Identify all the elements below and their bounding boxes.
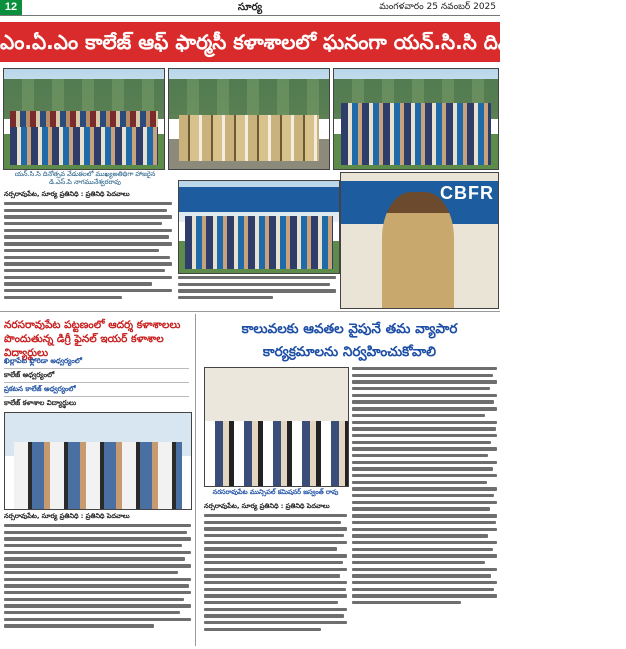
photo-award-presentation <box>4 412 192 510</box>
photo-officials-lineup <box>333 68 499 170</box>
column-divider <box>195 314 196 646</box>
second-article-body-right <box>352 367 497 646</box>
headline-banner: ఎం.ఏ.ఎం కాలేజ్ ఆఫ్ ఫార్మసీ కళాశాలలో ఘనంగా యన్.సి.సి దినోత్సవ వేడుకలు <box>0 22 500 62</box>
sub-article-item: ఖిల్లాపేట ఫ్లోరిడా అధ్వర్యంలో <box>4 357 82 365</box>
sub-article-item: కాలేజ్ అధ్వర్యంలో <box>4 371 55 379</box>
photo-students-group <box>3 68 165 170</box>
article-body-middle <box>178 276 336 310</box>
dateline: మంగళవారం 25 నవంబర్ 2025 <box>379 2 496 12</box>
sub-article-headline: నరసరావుపేట పట్టణంలో ఆదర్శ కళాశాలలు పొందుతున్న డిగ్రీ ఫైనల్ ఇయర్ కళాశాల విద్యార్థులు <box>4 319 181 359</box>
second-article-headline: కాలువలకు ఆవతల వైపునే తమ వ్యాపార కార్యక్రమాలను నిర్వహించుకోవాలి <box>241 321 458 360</box>
page-number: 12 <box>0 0 22 15</box>
sub-article-byline: నర్సరావుపేట, సూర్య ప్రతినిధి : ప్రతినిధి పెదవాలు <box>4 512 130 520</box>
photo-municipal-meeting <box>204 367 349 487</box>
photo-stage-event <box>178 180 340 274</box>
section-divider <box>0 311 500 312</box>
second-article-body-left <box>204 502 347 646</box>
page-top-bar <box>0 0 500 16</box>
photo-caption: యన్.సి.సి దినోత్సవ వేడుకలలో ముఖ్యఅతిథిగా హాజరైన డి.ఎస్.పి నాగమునేశ్వరరావు <box>14 170 156 186</box>
second-photo-caption: నరసరావుపేట మున్సిపల్ కమిషనర్ జస్వంత్ రావు <box>212 488 339 496</box>
sub-article-body <box>4 512 191 646</box>
sub-article-item: ప్రకటన కాలేజ్ అధ్వర్యంలో <box>4 385 76 393</box>
masthead: సూర్య <box>237 2 263 13</box>
sub-article-item: కాలేజ్ కళాశాల విద్యార్థులు <box>4 399 77 407</box>
article-byline: నర్సరావుపేట, సూర్య ప్రతినిధి : ప్రతినిధి పెదవాలు <box>4 190 130 198</box>
photo-ncc-cadets <box>168 68 330 170</box>
article-body-left <box>4 190 172 308</box>
second-article-byline: నర్సరావుపేట, సూర్య ప్రతినిధి : ప్రతినిధి పెదవాలు <box>204 502 330 510</box>
photo-officer-speaking: CBFR <box>340 172 499 309</box>
